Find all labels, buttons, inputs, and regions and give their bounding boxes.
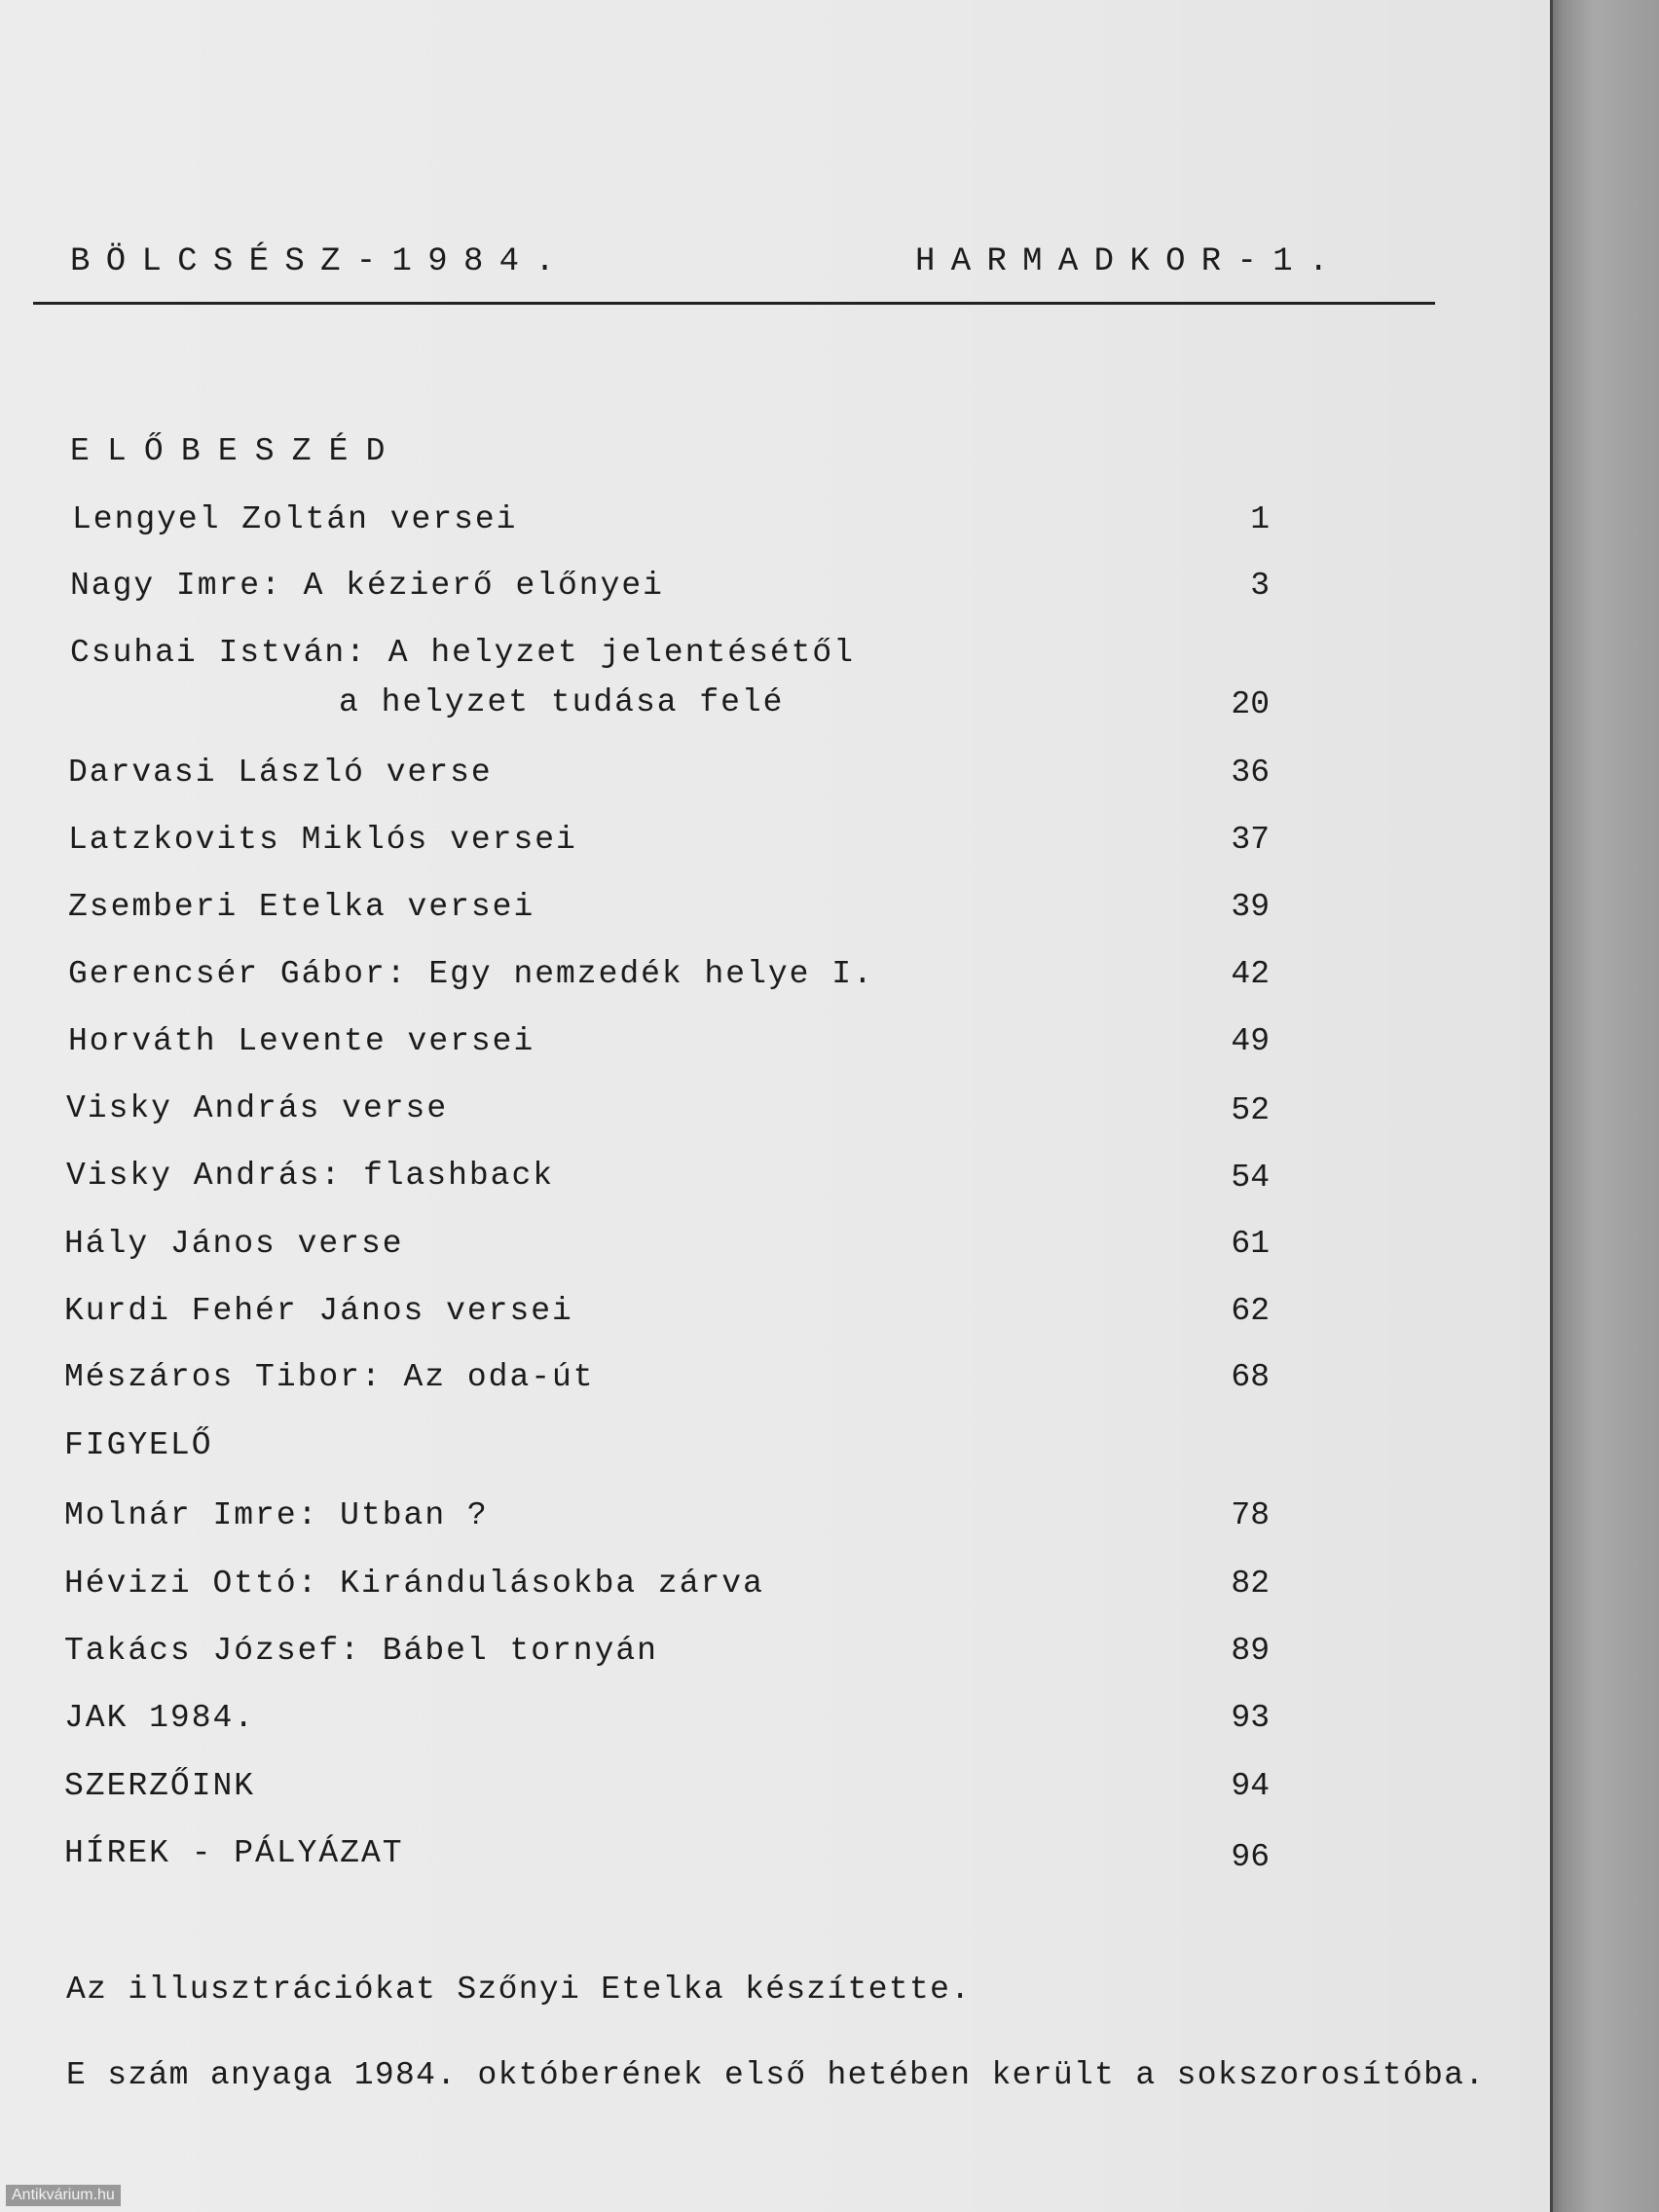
toc-entry-title: Lengyel Zoltán versei bbox=[72, 501, 518, 537]
toc-entry-page: 20 bbox=[1231, 686, 1270, 722]
toc-entry-page: 82 bbox=[1231, 1566, 1270, 1602]
section-figyelo: FIGYELŐ bbox=[64, 1427, 213, 1463]
toc-entry-page: 52 bbox=[1231, 1092, 1270, 1128]
illustrations-credit: Az illusztrációkat Szőnyi Etelka készítette. bbox=[66, 1972, 972, 2008]
toc-entry-page: 54 bbox=[1231, 1160, 1270, 1196]
toc-entry-page: 68 bbox=[1231, 1359, 1270, 1395]
header-rule bbox=[33, 302, 1435, 305]
toc-entry-page: 78 bbox=[1231, 1497, 1270, 1533]
toc-entry-title: HÍREK - PÁLYÁZAT bbox=[64, 1835, 404, 1871]
header-left: BÖLCSÉSZ-1984. bbox=[70, 243, 571, 280]
toc-entry-title: Csuhai István: A helyzet jelentésétől bbox=[70, 635, 855, 671]
toc-entry-title: Hévizi Ottó: Kirándulásokba zárva bbox=[64, 1566, 764, 1602]
toc-entry-title: Nagy Imre: A kézierő előnyei bbox=[70, 568, 664, 604]
toc-entry-page: 49 bbox=[1231, 1023, 1270, 1059]
toc-entry-title-continued: a helyzet tudása felé bbox=[339, 684, 785, 720]
toc-entry-page: 94 bbox=[1231, 1768, 1270, 1804]
toc-entry-page: 36 bbox=[1231, 755, 1270, 791]
toc-entry-title: Molnár Imre: Utban ? bbox=[64, 1497, 489, 1533]
toc-entry-title: Gerencsér Gábor: Egy nemzedék helye I. bbox=[68, 956, 874, 992]
toc-entry-page: 96 bbox=[1231, 1839, 1270, 1875]
toc-entry-title: SZERZŐINK bbox=[64, 1768, 256, 1804]
toc-entry-page: 61 bbox=[1231, 1226, 1270, 1262]
book-page-edge bbox=[1550, 0, 1659, 2212]
toc-entry-page: 1 bbox=[1250, 501, 1270, 537]
toc-entry-page: 39 bbox=[1231, 889, 1270, 925]
toc-entry-title: Mészáros Tibor: Az oda-út bbox=[64, 1359, 595, 1395]
header-right: HARMADKOR-1. bbox=[915, 243, 1345, 280]
toc-entry-title: Zsemberi Etelka versei bbox=[68, 889, 535, 925]
toc-entry-page: 62 bbox=[1231, 1293, 1270, 1329]
page-edge-shadow bbox=[1550, 0, 1553, 2212]
toc-entry-page: 89 bbox=[1231, 1633, 1270, 1669]
section-foreword: ELŐBESZÉD bbox=[70, 433, 403, 469]
toc-entry-title: Horváth Levente versei bbox=[68, 1023, 535, 1059]
toc-entry-title: JAK 1984. bbox=[64, 1700, 256, 1736]
toc-entry-title: Darvasi László verse bbox=[68, 755, 493, 791]
toc-entry-title: Visky András verse bbox=[66, 1090, 449, 1126]
toc-entry-page: 42 bbox=[1231, 956, 1270, 992]
toc-entry-page: 37 bbox=[1231, 822, 1270, 858]
toc-entry-title: Latzkovits Miklós versei bbox=[68, 822, 577, 858]
toc-entry-title: Visky András: flashback bbox=[66, 1158, 555, 1194]
toc-entry-page: 3 bbox=[1250, 568, 1270, 604]
toc-entry-title: Hály János verse bbox=[64, 1226, 404, 1262]
watermark-logo: Antikvárium.hu bbox=[6, 2185, 121, 2206]
toc-entry-title: Takács József: Bábel tornyán bbox=[64, 1633, 658, 1669]
toc-entry-title: Kurdi Fehér János versei bbox=[64, 1293, 573, 1329]
printing-note: E szám anyaga 1984. októberének első hetében került a sokszorosítóba. bbox=[66, 2057, 1486, 2093]
toc-entry-page: 93 bbox=[1231, 1700, 1270, 1736]
